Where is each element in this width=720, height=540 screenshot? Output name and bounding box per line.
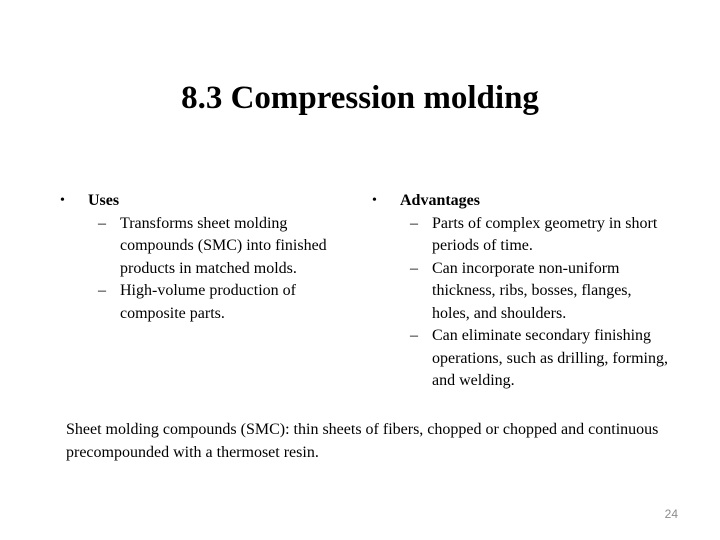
advantages-item <box>372 258 672 326</box>
advantages-item-text: Can incorporate non-uniform thickness, ribs, bosses, flanges, holes, and shoulders. <box>432 259 632 322</box>
bullet-glyph: • <box>60 193 65 208</box>
advantages-item-text: Parts of complex geometry in short periods of time. <box>432 214 658 254</box>
uses-item <box>60 213 350 281</box>
uses-item-text: Transforms sheet molding compounds (SMC) into finished products in matched molds. <box>120 214 327 277</box>
bullet-glyph: • <box>372 193 377 208</box>
uses-column <box>60 190 350 325</box>
advantages-bullet-row <box>372 190 672 213</box>
uses-bullet-row <box>60 190 350 213</box>
advantages-item <box>372 213 672 258</box>
uses-list <box>60 213 350 326</box>
dash-glyph: – <box>410 214 418 232</box>
uses-item-text: High-volume production of composite parts. <box>120 282 296 322</box>
advantages-item <box>372 325 672 393</box>
advantages-list <box>372 213 672 393</box>
dash-glyph: – <box>410 259 418 277</box>
advantages-column <box>372 190 672 393</box>
uses-item <box>60 280 350 325</box>
dash-glyph: – <box>98 282 106 299</box>
page-number: 24 <box>664 507 678 521</box>
advantages-item-text: Can eliminate secondary finishing operations, such as drilling, forming, and welding. <box>432 327 668 389</box>
advantages-heading: Advantages <box>400 192 481 209</box>
dash-glyph: – <box>98 214 106 232</box>
slide-title: 8.3 Compression molding <box>181 80 539 116</box>
dash-glyph: – <box>410 327 418 344</box>
smc-definition-note: Sheet molding compounds (SMC): thin sheets of fibers, chopped or chopped and continuous precompounded with a thermoset resin. <box>66 421 659 461</box>
uses-heading: Uses <box>88 192 120 209</box>
